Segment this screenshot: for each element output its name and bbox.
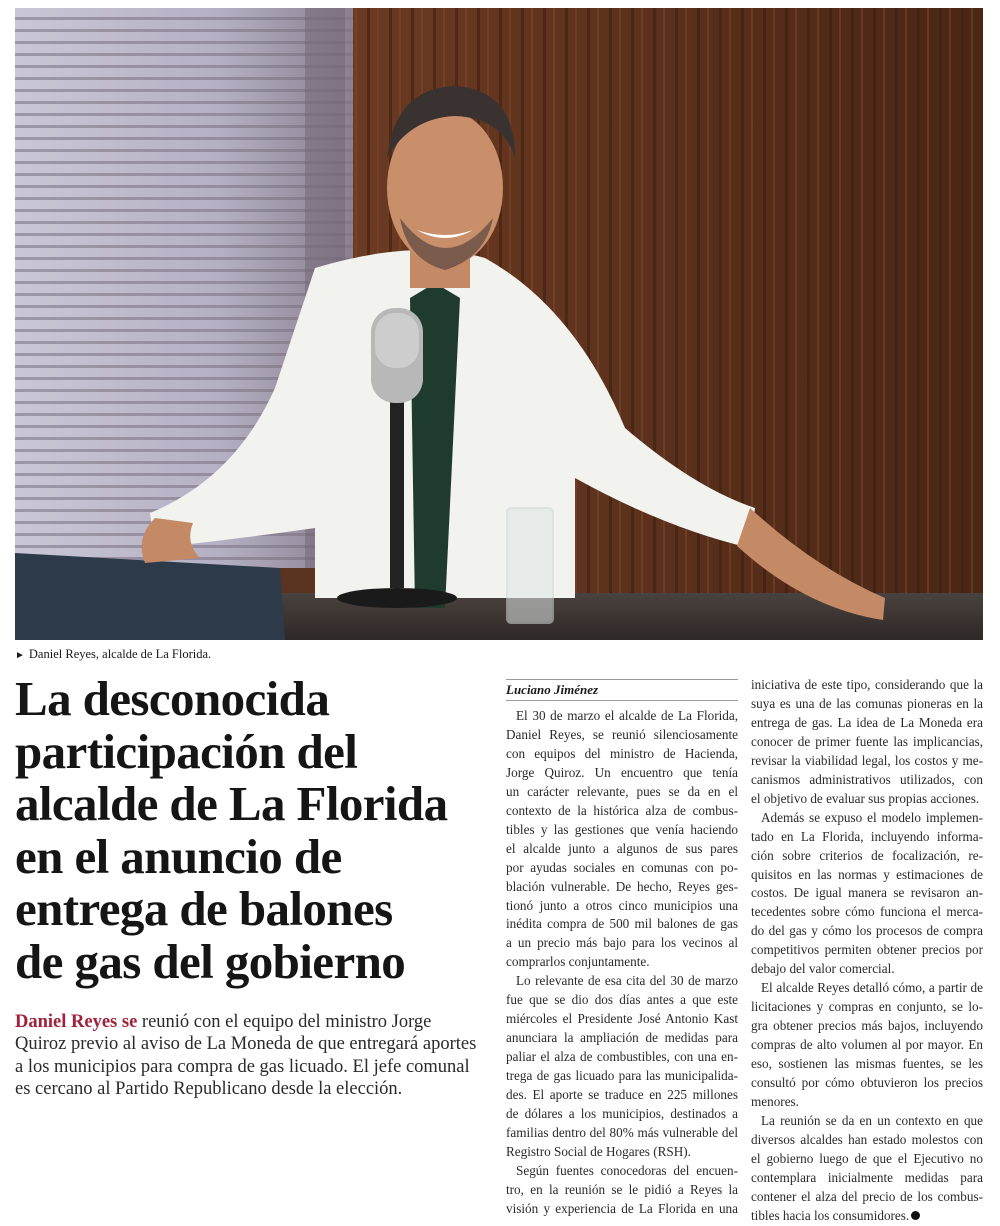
body-text-line: Según fuentes conocedoras del encuen-	[516, 1162, 738, 1178]
body-text-line: La reunión se da en un contexto en que	[761, 1112, 983, 1128]
body-text-line: inédita compra de 500 mil balones de gas	[506, 916, 738, 932]
body-text-line: fue que se dio dos días antes a que este	[506, 992, 738, 1008]
body-text-line: competitivos permiten obtener precios por	[751, 942, 983, 958]
body-text-line: consultó por cómo obtuvieron los precios	[751, 1075, 983, 1091]
body-text-line: menores.	[751, 1093, 799, 1109]
body-text-line: diversos alcaldes han estado molestos con	[751, 1131, 983, 1147]
body-text-line: iniciativa de este tipo, considerando que la	[751, 677, 983, 692]
body-text-line: revisar la viabilidad legal, los costos y me-	[751, 752, 983, 768]
headline-line: en el anuncio de	[15, 828, 342, 884]
body-text-line: quisitos en las normas y estimaciones de	[751, 866, 983, 882]
body-text-line: familias dentro del 80% más vulnerable del	[506, 1124, 738, 1140]
body-text-line: licitaciones y compras en conjunto, se lo-	[751, 999, 983, 1015]
byline: Luciano Jiménez	[506, 682, 599, 697]
headline-line: La desconocida	[15, 671, 330, 726]
body-text-line: tecedentes sobre cómo funciona el merca-	[751, 904, 983, 920]
column-body	[506, 707, 738, 1219]
photo-illustration	[15, 8, 983, 640]
body-text-line: por ayudas sociales en comunas con po-	[506, 859, 738, 875]
body-text-line: El alcalde Reyes detalló cómo, a partir de	[761, 980, 983, 996]
body-text-line: tro, en la reunión se le pidió a Reyes la	[506, 1181, 738, 1197]
headline-line: participación del	[15, 723, 358, 779]
body-text-line: canismos administrativos utilizados, con	[751, 771, 983, 787]
body-text-line: des. El aporte se traduce en 225 millones	[506, 1087, 738, 1103]
body-text-line: debajo del valor comercial.	[751, 961, 895, 977]
body-text-line: Además se expuso el modelo implemen-	[761, 809, 983, 825]
photo-caption	[15, 645, 211, 663]
lead-line: Quiroz previo al aviso de La Moneda de que entregará aportes	[15, 1034, 477, 1055]
body-text-line: blación vulnerable. De hecho, Reyes ges-	[506, 878, 738, 894]
body-text-line: con equipos del ministro de Hacienda,	[506, 745, 738, 761]
column-body	[751, 676, 983, 1226]
article-column-3	[751, 676, 983, 1226]
lead-kicker: Daniel Reyes se	[15, 1012, 138, 1032]
body-text-line: ción sobre criterios de focalización, re-	[751, 847, 983, 863]
body-text-line: conocer de primer fuente las implicancias,	[751, 733, 983, 749]
body-text-line: Daniel Reyes, se reunió silenciosamente	[506, 726, 738, 742]
body-text-line: paliar el alza de combustibles, con una en-	[506, 1049, 738, 1065]
body-text-line: gra obtener precios más bajos, incluyendo	[751, 1018, 983, 1034]
lead-line: a los municipios para compra de gas licuado. El jefe comunal	[15, 1056, 470, 1077]
body-text-line: miércoles el Presidente José Antonio Kast	[506, 1011, 738, 1027]
headline-line: alcalde de La Florida	[15, 776, 448, 831]
headline-line: de gas del gobierno	[15, 933, 406, 989]
body-text-line: anunciara la ampliación de medidas para	[506, 1030, 738, 1046]
body-text-line: Lo relevante de esa cita del 30 de marzo	[516, 973, 738, 989]
article-photo	[15, 8, 983, 640]
body-text-line: tibles y las gestiones que venía haciendo	[506, 821, 738, 837]
body-text-line: eso, sostienen las mismas fuentes, se les	[751, 1056, 983, 1072]
body-text-line: el objetivo de evaluar sus propias acciones.	[751, 790, 980, 806]
body-text-line: compras de alto volumen al por mayor. En	[751, 1037, 983, 1053]
body-text-line: contemplara inicialmente medidas para	[751, 1169, 983, 1185]
body-text-line: el alcalde junto a algunos de sus pares	[506, 840, 738, 856]
body-text-line: trega de gas licuado para las municipalida-	[506, 1068, 738, 1084]
body-text-line: contexto de la histórica alza de combus-	[506, 802, 738, 818]
body-text-line: un carácter relevante, pues se da en el	[506, 783, 738, 799]
body-text-line: suya es una de las comunas pioneras en la	[751, 695, 983, 711]
lead-text: reunió con el equipo del ministro Jorge	[137, 1012, 432, 1032]
caption-marker-icon: ►	[15, 650, 25, 661]
headline-line: entrega de balones	[15, 881, 393, 936]
body-text-line: Jorge Quiroz. Un encuentro que tenía	[506, 764, 738, 780]
lead-line	[15, 1011, 493, 1033]
lead-line: es cercano al Partido Republicano desde la elección.	[15, 1079, 403, 1100]
body-text-line: Registro Social de Hogares (RSH).	[506, 1143, 691, 1159]
body-text-line: costos. De igual manera se revisaron an-	[751, 885, 983, 901]
headline	[15, 673, 495, 988]
lead-paragraph	[15, 1011, 493, 1101]
caption-text: Daniel Reyes, alcalde de La Florida.	[28, 647, 212, 661]
body-text-line: tibles hacia los consumidores.	[751, 1207, 983, 1226]
body-text-line: visión y experiencia de La Florida en una	[506, 1200, 738, 1216]
body-text-line: a un precio más bajo para los vecinos al	[506, 935, 738, 951]
body-text-line: do del gas y cómo los procesos de compra	[751, 923, 983, 939]
body-text-line: de dólares a los municipios, destinados a	[506, 1106, 738, 1122]
body-text-line: entrega de gas. La idea de La Moneda era	[751, 714, 983, 730]
body-text-line: tado en La Florida, incluyendo informa-	[751, 828, 983, 844]
byline-box	[506, 679, 738, 701]
body-text-line: tionó junto a otros cinco municipios una	[506, 897, 738, 913]
body-text-line: el gobierno luego de que el Ejecutivo no	[751, 1150, 983, 1166]
body-text-line: El 30 de marzo el alcalde de La Florida,	[516, 708, 738, 723]
body-text-line: contener el alza del precio de los combus-	[751, 1188, 983, 1204]
article-column-2	[506, 707, 738, 1219]
body-text-line: comprarlos conjuntamente.	[506, 954, 650, 970]
end-mark-icon	[911, 1211, 920, 1220]
